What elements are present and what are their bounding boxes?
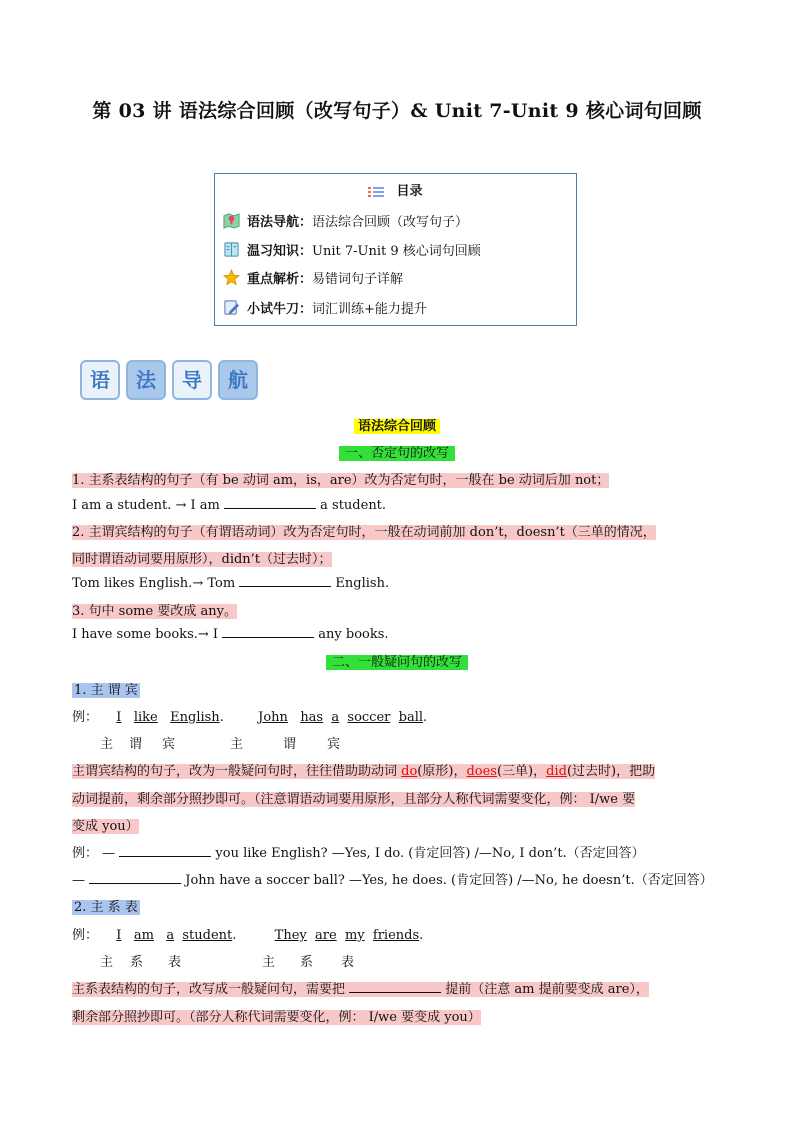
page-title: 第 03 讲 语法综合回顾（改写句子）& Unit 7-Unit 9 核心词句回顾	[92, 100, 702, 122]
fill-blank[interactable]	[222, 626, 314, 638]
rule-svo: 主谓宾结构的句子，改为一般疑问句时，往往借助助动词 do(原形)，does(三单)，did(过去时)，把助	[72, 764, 656, 779]
fill-blank[interactable]	[349, 981, 441, 993]
toc-heading: 目录	[215, 180, 576, 199]
fill-blank[interactable]	[89, 872, 181, 884]
table-of-contents	[214, 173, 577, 326]
book-icon	[223, 241, 240, 258]
list-icon	[368, 187, 384, 197]
badge-char: 法	[126, 360, 166, 400]
badge-char: 语	[80, 360, 120, 400]
example-slc: 例： I am a student. They are my friends.	[72, 928, 424, 943]
rule-2-cont: 同时谓语动词要用原形），didn’t（过去时）；	[72, 552, 332, 567]
rule-slc: 主系表结构的句子，改写成一般疑问句，需要把 提前（注意 am 提前要变成 are），	[72, 982, 649, 997]
badge-char: 航	[218, 360, 258, 400]
example-2: Tom likes English.→ Tom English.	[72, 576, 390, 591]
map-icon	[223, 212, 240, 229]
toc-item-grammar[interactable]: 语法导航：语法综合回顾（改写句子）	[223, 211, 468, 230]
section-title: 语法综合回顾	[0, 415, 794, 434]
question-example-1: 例： — you like English? —Yes, I do. (肯定回答) /—No, I don’t.（否定回答）	[72, 846, 645, 861]
fill-blank[interactable]	[224, 497, 316, 509]
question-example-2: — John have a soccer ball? —Yes, he does. (肯定回答) /—No, he doesn’t.（否定回答）	[72, 873, 713, 888]
rule-slc-cont: 剩余部分照抄即可。（部分人称代词需要变化，例： I/we 要变成 you）	[72, 1010, 481, 1025]
example-1: I am a student. → I am a student.	[72, 498, 387, 513]
star-icon	[223, 269, 240, 286]
fill-blank[interactable]	[239, 575, 331, 587]
rule-2: 2. 主谓宾结构的句子（有谓语动词）改为否定句时，一般在动词前加 don’t，doesn’t（三单的情况，	[72, 525, 656, 540]
example-svo: 例： I like English. John has a soccer ball.	[72, 710, 428, 725]
section-heading-negative: 一、否定句的改写	[0, 442, 794, 461]
pencil-icon	[223, 299, 240, 316]
rule-svo-cont: 动词提前，剩余部分照抄即可。（注意谓语动词要用原形，且部分人称代词需要变化，例： I/we 要	[72, 792, 636, 807]
rule-3: 3. 句中 some 要改成 any。	[72, 604, 237, 619]
subheading-svo: 1. 主 谓 宾	[74, 683, 138, 698]
badge-char: 导	[172, 360, 212, 400]
fill-blank[interactable]	[119, 845, 211, 857]
rule-1: 1. 主系表结构的句子（有 be 动词 am，is，are）改为否定句时，一般在 be 动词后加 not；	[72, 473, 610, 488]
section-heading-question: 二、一般疑问句的改写	[0, 651, 794, 670]
rule-svo-cont2: 变成 you）	[72, 819, 139, 834]
example-3: I have some books.→ I any books.	[72, 627, 389, 642]
toc-item-practice[interactable]: 小试牛刀：词汇训练+能力提升	[223, 298, 427, 317]
toc-item-analysis[interactable]: 重点解析：易错词句子详解	[223, 268, 403, 287]
subheading-slc: 2. 主 系 表	[74, 900, 138, 915]
toc-item-review[interactable]: 温习知识：Unit 7-Unit 9 核心词句回顾	[223, 240, 481, 259]
